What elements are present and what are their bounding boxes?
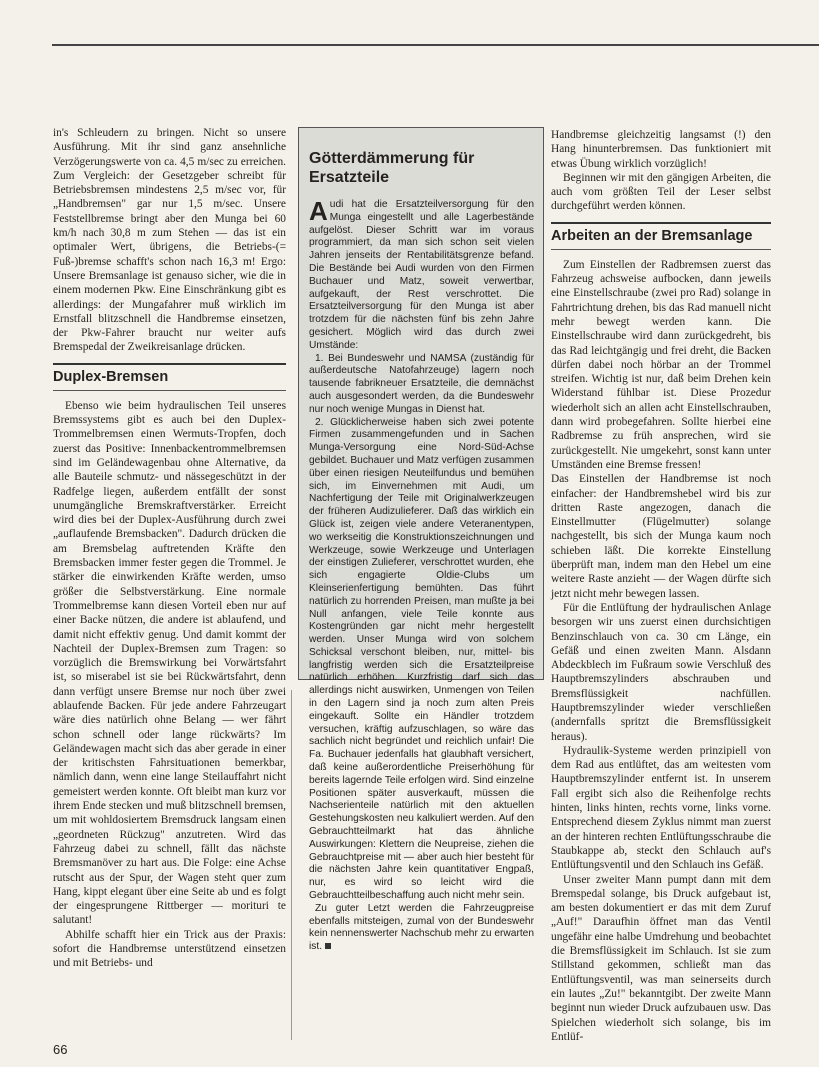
sidebar-paragraph: 2. Glücklicherweise haben sich zwei potente Firmen zusammengefunden und in Sachen Munga-Versorgung eine Nord-Süd-Achse gebildet. Buchauer und Matz verfügen zusammen über einen riesigen Neuteilfundus und bemühen sich, im Einvernehmen mit Audi, um Nachfertigung der Teile mit Originalwerkzeugen der früheren Audizulieferer. Daß das wirklich ein Glück ist, zeigen viele andere Veteranentypen, wo werkseitig die Konstruktionszeichnungen und Werkzeuge, sowie Werkzeuge und Unterlagen der einstigen Zulieferer, verschrottet wurden, ehe sich engagierte Oldie-Clubs um Kleinserienfertigung bemühten. Das führt natürlich zu horrenden Preisen, man mußte ja bei Null anfangen, viele Teile konnte aus Kostengründen gar nicht mehr hergestellt werden. Unser Munga wird von solchem Schicksal verschont bleiben, nur, mittel- bis langfristig werden sich die Ersatzteilpreise natürlich erhöhen. Kurzfristig darf sich das allerdings nicht auswirken, Unmengen von Teilen in den Lagern sind ja noch zum alten Preis eingekauft. Sollte ein Händler trotzdem versuchen, kräftig aufzuschlagen, so wäre das sachlich nicht begründet und reichlich unfair! Die Fa. Buchauer jedenfalls hat glaubhaft versichert, daß keine außerordentliche Preiserhöhung für bereits lagernde Teile erfolgen wird. Sind einzelne Positionen später ausverkauft, müssen die Nachserienteile natürlich mit den aktuellen Gestehungskosten neu kalkuliert werden. Auf den Gebrauchtteilmarkt hat das ähnliche Auswirkungen: Klettern die Neupreise, ziehen die Gebrauchtpreise mit — aber auch hier besteht für die nächsten Jahre kein quantitativer Engpaß, nur, es wird so leicht wird die Gebrauchtteilbeschaffung auch nicht mehr sein. — [309, 416, 534, 902]
paragraph: Ebenso wie beim hydraulischen Teil unseres Bremssystems gibt es auch bei den Duplex-Trommelbremsen einen Wermuts-Tropfen, doch zuerst das Positive: Innenbackentrommelbremsen sind im Geländewagenbau ohne Alternative, da alle Bauteile schmutz- und nässegeschützt in der Radfelge liegen, außerdem entfällt der sonst unumgängliche Bremskraftverstärker. Erreicht wird dies bei der Duplex-Ausführung durch zwei „auflaufende Bremsbacken". Dadurch drücken die am Bremsbelag auftretenden Kräfte den Bremsbacken immer fester gegen die Trommel. Je stärker die einwirkenden Kräfte werden, umso größer die Selbstverstärkung. Eine normale Trommelbremse kann diesen Vorteil eben nur auf einer Backe nützen, die andere ist ablaufend, und damit nicht effektiv genug. Und damit kommt der Nachteil der Duplex-Bremsen zum Tragen: so vorzüglich die Bremswirkung bei Vorwärtsfahrt ist, so miserabel ist sie bei Rückwärtsfahrt, denn dann verfügt unsere Bremse nur noch über zwei ablaufende Backen. Für jede andere Fahrzeugart wäre dies natürlich ohne Belang — wer fährt schon schnell oder lange rückwärts? Im Geländewagen macht sich das aber gerade in einer der kritischsten Fahrsituationen bemerkbar, nämlich dann, wenn eine lange Steilauffahrt nicht gemeistert werden konnte. Oft bleibt man kurz vor ihrem Ende stecken und muß blitzschnell bremsen, um mit wohldosiertem Bremsdruck langsam einen „geordneten Rückzug" anzutreten. Wird das Fahrzeug dabei zu schnell, fällt das nächste Bremsmanöver zu hart aus. Die Folge: eine Achse rutscht aus der Spur, der Wagen steht quer zum Hang, kippt elegant über eine Seite ab und es folgt der eingesprungene Rittberger — morituri te salutant! — [53, 399, 286, 927]
drop-cap: A — [309, 196, 328, 226]
paragraph: Unser zweiter Mann pumpt dann mit dem Bremspedal solange, bis Druck aufgebaut ist, am besten dokumentiert er das mit dem Zuruf „Auf!" Daraufhin öffnet man das Ventil ungefähr eine halbe Umdrehung und beobachtet die Bremsflüssigkeit im Schlauch. Ist sie zum Stillstand gekommen, schließt man das Entlüftungsventil, was man seinerseits durch ein lautes „Zu!" bekanntgibt. Der zweite Mann beginnt nun wieder Druck aufzubauen usw. Das Spielchen wiederholt sich solange, bis im Entlüf- — [551, 873, 771, 1043]
sidebar-text: Zu guter Letzt werden die Fahrzeugpreise ebenfalls mitsteigen, zumal von der Bundeswehr kein nennenswerter Nachschub mehr zu erwarten ist. — [309, 902, 534, 953]
end-mark — [325, 943, 331, 949]
sidebar-paragraph — [309, 903, 534, 954]
paragraph: in's Schleudern zu bringen. Nicht so unsere Ausführung. Mit ihr sind ganz ansehnliche Verzögerungswerte von ca. 4,5 m/sec zu erreichen. Zum Vergleich: der Gesetzgeber schreibt für Betriebsbremsen mindestens 2,5 m/sec vor, für „Handbremsen" gar nur 1,5 m/sec. Unsere Feststellbremse bringt aber den Munga bei 60 km/h nach 30,8 m zum Stehen — das ist ein optimaler Wert, übrigens, die Betriebs-(= Fuß-)bremse schafft's schon nach 16,3 m! Ergo: Unsere Bremsanlage ist genauso sicher, wie die in einem modernen Pkw. Eine Einschränkung gibt es allerdings: der Mungafahrer muß wirklich im Ernstfall blitzschnell die Handbremse einsetzen, der Pkw-Fahrer braucht nur weiter aufs Bremspedal der Zweikreisanlage drücken. — [53, 127, 286, 354]
paragraph: Abhilfe schafft hier ein Trick aus der Praxis: sofort die Handbremse unterstützend einsetzen und mit Betriebs- und — [53, 928, 286, 970]
sidebar-paragraph — [309, 196, 534, 353]
column-right — [551, 128, 771, 1044]
top-rule — [52, 44, 819, 46]
paragraph: Handbremse gleichzeitig langsamst (!) den Hang hinunterbremsen. Das funktioniert mit etwas Übung wirklich vorzüglich! — [551, 129, 771, 170]
paragraph: Das Einstellen der Handbremse ist noch einfacher: der Handbremshebel wird bis zur dritten Raste angezogen, danach die Einstellmutter (Flügelmutter) solange nachgestellt, bis sich der Munga kaum noch schieben läßt. Die korrekte Einstellung überprüft man, indem man den Hebel um eine weitere Raste anzieht — der Wagen dürfte sich jetzt nicht mehr bewegen lassen. — [551, 473, 771, 600]
section-heading: Duplex-Bremsen — [53, 368, 169, 385]
paragraph: Zum Einstellen der Radbremsen zuerst das Fahrzeug achsweise aufbocken, dann jeweils eine Einstellschraube (zwei pro Rad) solange in Fahrtrichtung drehen, bis das Rad manuell nicht mehr bewegt werden kann. Die Einstellschraube wird dann zurückgedreht, bis das Rad leichtgängig und frei dreht, die Backen dürfen dabei noch hörbar an der Trommel streifen. Wichtig ist nur, daß beim Drehen kein Widerstand fühlbar ist. Diese Prozedur wiederholt sich an allen acht Einstellschrauben, dann wird probegefahren. Sollte hierbei eine Radbremse zu früh ansprechen, wird sie zurückgestellt. Nie umgekehrt, sonst kann unter Umständen eine Bremse fressen! — [551, 258, 771, 471]
sidebar-title: Götterdämmerung für Ersatzteile — [309, 150, 475, 186]
page-number: 66 — [53, 1042, 68, 1057]
section-heading-box — [551, 222, 771, 250]
paragraph: Hydraulik-Systeme werden prinzipiell von dem Rad aus entlüftet, das am weitesten vom Hauptbremszylinder entfernt ist. In unserem Fall ergibt sich also die Reihenfolge rechts hinten, links hinten, rechts vorne, links vorne. Entsprechend diesem Zyklus nimmt man zuerst an der hinteren rechten Entlüftungsschraube die Staubkappe ab, steckt den Schlauch auf's Entlüftungsventil und den Schlauch ins Gefäß. — [551, 744, 771, 872]
sidebar-text: udi hat die Ersatzteilversorgung für den Munga eingestellt und alle Lagerbestände aufgelöst. Dieser Schritt war im voraus programmiert, da man sich schon seit vielen Jahren jenseits der Rentabilitätsgrenze befand. Die Bestände bei Audi wurden von den Firmen Buchauer und Matz, soweit verwertbar, aufgekauft, der Rest verschrottet. Die Ersatzteilversorgung für den Munga ist aber trotzdem für die nächsten fünf bis zehn Jahre gesichert. Möglich wird das durch zwei Umstände: — [309, 199, 534, 351]
sidebar-box — [298, 127, 544, 953]
section-heading: Arbeiten an der Bremsanlage — [551, 227, 753, 244]
paragraph: Für die Entlüftung der hydraulischen Anlage besorgen wir uns zuerst einen durchsichtigen Benzinschlauch von ca. 30 cm Länge, ein Gefäß und einen zweiten Mann. Alsdann Abdeckblech im Fußraum sowie Verschluß des Hauptbremszylinders abschrauben und Bremsflüssigkeit nachfüllen. Hauptbremszylinder wieder verschließen (andernfalls spritzt die Bremsflüssigkeit heraus). — [551, 601, 771, 743]
paragraph: Beginnen wir mit den gängigen Arbeiten, die auch vom größten Teil der Leser selbst durchgeführt werden können. — [551, 171, 771, 213]
column-divider — [291, 690, 292, 1040]
column-left — [53, 126, 286, 971]
sidebar-paragraph: 1. Bei Bundeswehr und NAMSA (zuständig für außerdeutsche Natofahrzeuge) lagern noch tausende fabrikneuer Ersatzteile, die demnächst auch ausgesondert werden, da die Bundeswehr nur noch wenige Mungas in Dienst hat. — [309, 352, 534, 415]
section-heading-box — [53, 363, 286, 391]
